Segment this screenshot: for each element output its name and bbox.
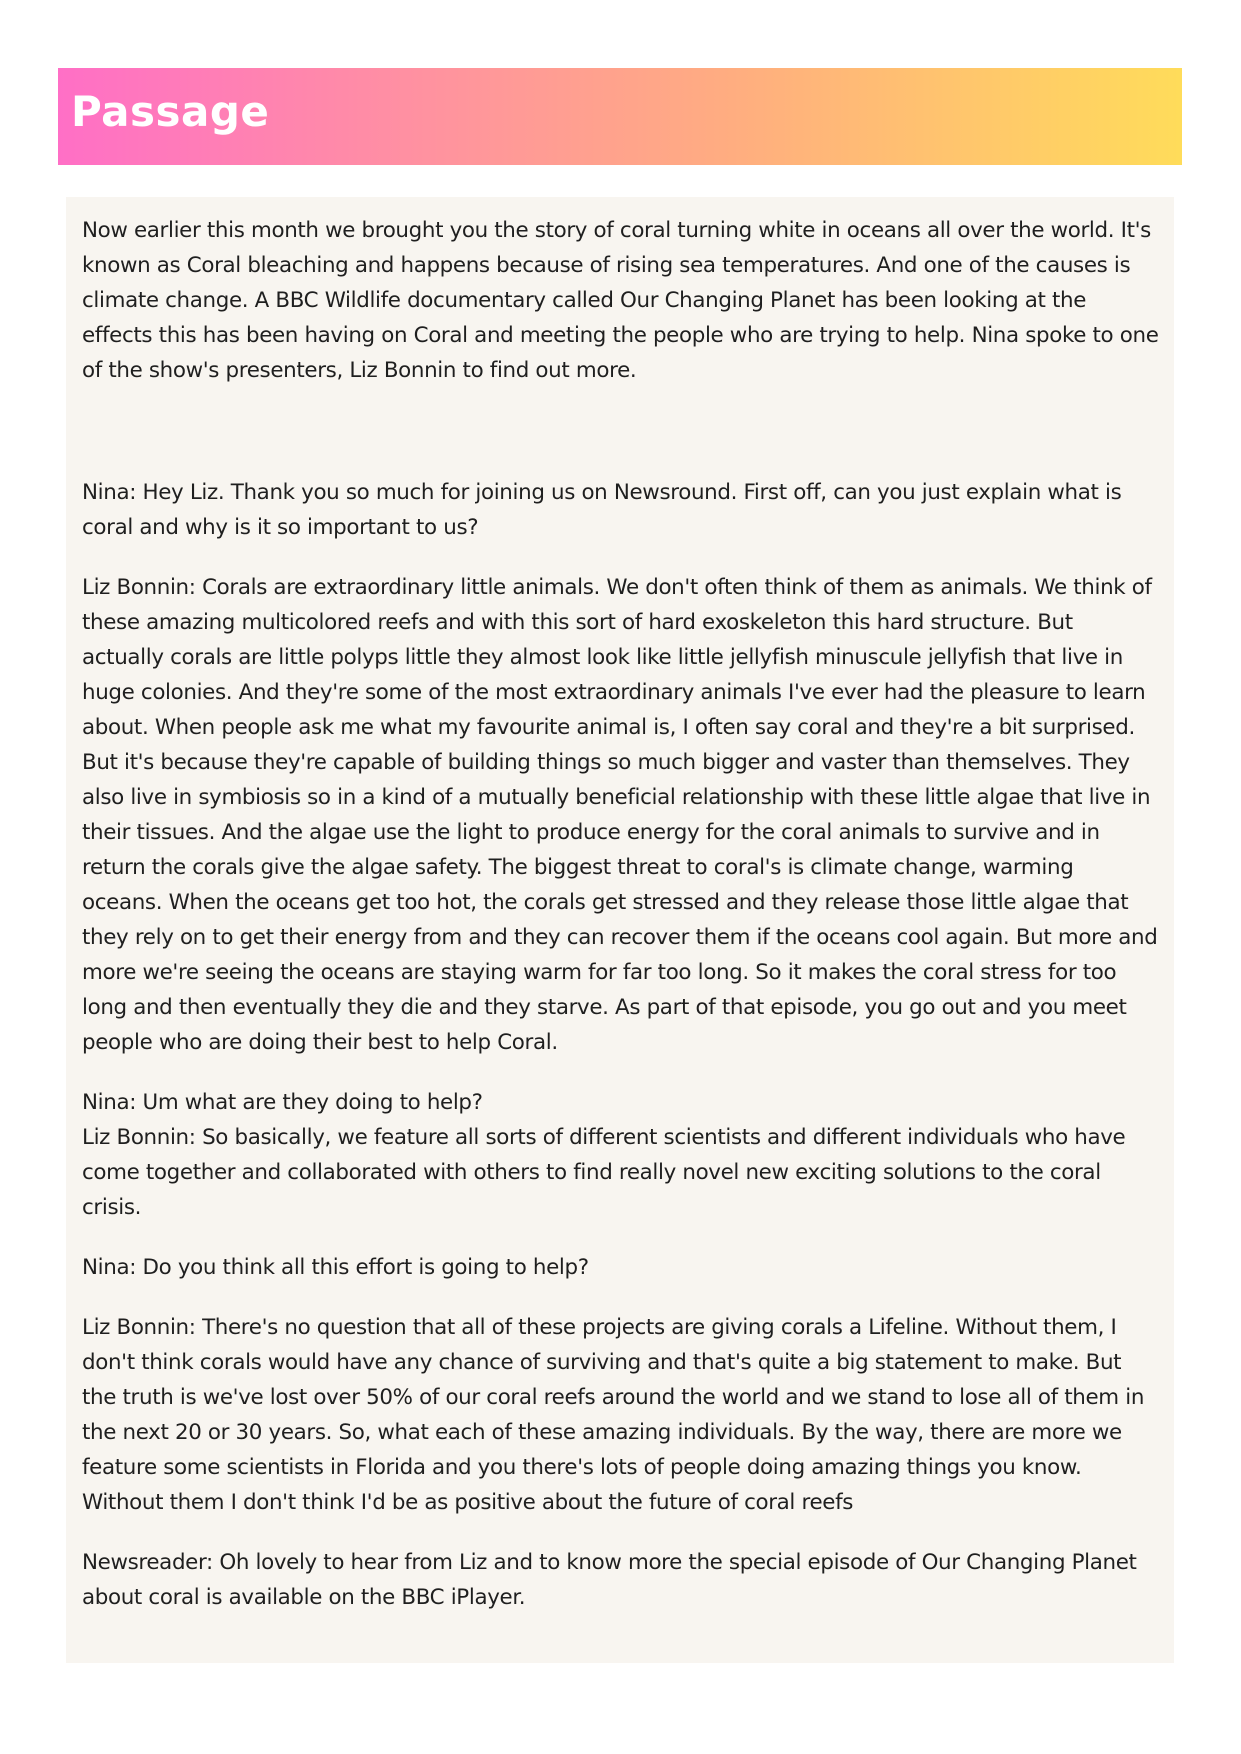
passage-text-box	[66, 197, 1174, 1663]
dialogue-paragraph: Liz Bonnin: Corals are extraordinary little animals. We don't often think of them as animals. We think of these amazing multicolored reefs and with this sort of hard exoskeleton this hard structure. But actually corals are little polyps little they almost look like little jellyfish minuscule jellyfish that live in huge colonies. And they're some of the most extraordinary animals I've ever had the pleasure to learn about. When people ask me what my favourite animal is, I often say coral and they're a bit surprised. But it's because they're capable of building things so much bigger and vaster than themselves. They also live in symbiosis so in a kind of a mutually beneficial relationship with these little algae that live in their tissues. And the algae use the light to produce energy for the coral animals to survive and in return the corals give the algae safety. The biggest threat to coral's is climate change, warming oceans. When the oceans get too hot, the corals get stressed and they release those little algae that they rely on to get their energy from and they can recover them if the oceans cool again. But more and more we're seeing the oceans are staying warm for far too long. So it makes the coral stress for too long and then eventually they die and they starve. As part of that episode, you go out and you meet people who are doing their best to help Coral.	[82, 575, 1158, 1055]
closing-paragraph: Newsreader: Oh lovely to hear from Liz and to know more the special episode of Our Changing Planet about coral is available on the BBC iPlayer.	[82, 1550, 1137, 1610]
dialogue-paragraph: Nina: Do you think all this effort is going to help?	[82, 1255, 589, 1280]
dialogue-paragraph: Liz Bonnin: There's no question that all of these projects are giving corals a Lifeline. Without them, I don't think corals would have any chance of surviving and that's quite a big statement to make. But the truth is we've lost over 50% of our coral reefs around the world and we stand to lose all of them in the next 20 or 30 years. So, what each of these amazing individuals. By the way, there are more we feature some scientists in Florida and you there's lots of people doing amazing things you know. Without them I don't think I'd be as positive about the future of coral reefs	[82, 1315, 1145, 1515]
dialogue-paragraph: Nina: Um what are they doing to help? Liz Bonnin: So basically, we feature all sorts of different scientists and different individuals who have come together and collaborated with others to find really novel new exciting solutions to the coral crisis.	[82, 1090, 1126, 1220]
dialogue-paragraph: Nina: Hey Liz. Thank you so much for joining us on Newsround. First off, can you just explain what is coral and why is it so important to us?	[82, 480, 1122, 540]
intro-paragraph: Now earlier this month we brought you the story of coral turning white in oceans all over the world. It's known as Coral bleaching and happens because of rising sea temperatures. And one of the causes is climate change. A BBC Wildlife documentary called Our Changing Planet has been looking at the effects this has been having on Coral and meeting the people who are trying to help. Nina spoke to one of the show's presenters, Liz Bonnin to find out more.	[82, 218, 1159, 383]
passage-header-banner	[58, 68, 1182, 165]
page-title: Passage	[71, 87, 270, 136]
